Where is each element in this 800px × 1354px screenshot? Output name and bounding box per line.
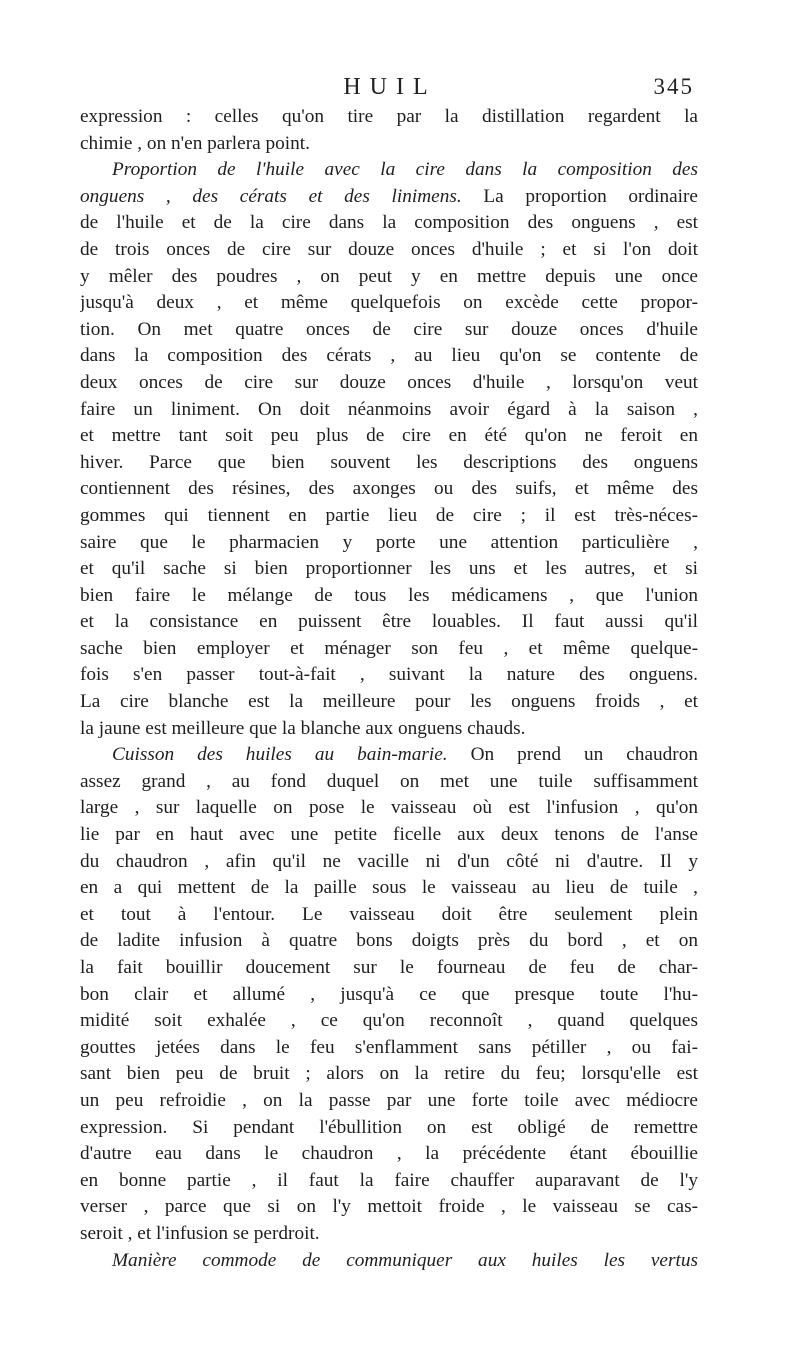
line-text: de trois onces de cire sur douze onces d'huile ; et si l'on doit [80, 238, 698, 260]
text-line [80, 1061, 698, 1088]
line-text: de ladite infusion à quatre bons doigts près du bord , et on [80, 930, 698, 952]
line-text: hiver. Parce que bien souvent les descriptions des onguens [80, 451, 698, 473]
line-text: contiennent des résines, des axonges ou des suifs, et même des [80, 478, 698, 500]
line-text: gouttes jetées dans le feu s'enflamment sans pétiller , ou fai- [80, 1036, 698, 1058]
line-text: bon clair et allumé , jusqu'à ce que presque toute l'hu- [80, 983, 698, 1005]
text-line [80, 157, 698, 184]
text-line [80, 742, 698, 769]
line-text: un peu refroidie , on la passe par une forte toile avec médiocre [80, 1089, 698, 1111]
text-line [80, 503, 698, 530]
text-line [80, 264, 698, 291]
line-text: et la consistance en puissent être louables. Il faut aussi qu'il [80, 611, 698, 633]
text-line [80, 982, 698, 1009]
body-text [80, 104, 698, 1274]
italic-heading-text: Manière commode de communiquer aux huiles les vertus [112, 1249, 698, 1271]
text-line [80, 184, 698, 211]
italic-heading-text: Cuisson des huiles au bain-marie. [112, 744, 448, 766]
line-text: large , sur laquelle on pose le vaisseau où est l'infusion , qu'on [80, 797, 698, 819]
text-line [80, 662, 698, 689]
text-line [80, 210, 698, 237]
line-text: saire que le pharmacien y porte une attention particulière , [80, 531, 698, 553]
italic-heading-text: onguens , des cérats et des linimens. [80, 185, 462, 207]
text-line [80, 556, 698, 583]
text-line [80, 1194, 698, 1221]
line-text: bien faire le mélange de tous les médicamens , que l'union [80, 584, 698, 606]
line-text: jusqu'à deux , et même quelquefois on excède cette propor- [80, 292, 698, 314]
line-text: faire un liniment. On doit néanmoins avoir égard à la saison , [80, 398, 698, 420]
text-line [80, 104, 698, 131]
text-line [80, 237, 698, 264]
line-text: lie par en haut avec une petite ficelle aux deux tenons de l'anse [80, 824, 698, 846]
text-line [80, 423, 698, 450]
text-line [80, 397, 698, 424]
text-line [80, 343, 698, 370]
text-line [80, 530, 698, 557]
line-text: d'autre eau dans le chaudron , la précédente étant ébouillie [80, 1143, 698, 1165]
line-text: en bonne partie , il faut la faire chauffer auparavant de l'y [80, 1169, 698, 1191]
line-text: On prend un chaudron [447, 744, 698, 766]
line-text: de l'huile et de la cire dans la composition des onguens , est [80, 212, 698, 234]
line-text: chimie , on n'en parlera point. [80, 132, 310, 154]
text-line [80, 609, 698, 636]
text-line [80, 131, 698, 158]
text-line [80, 689, 698, 716]
line-text: en a qui mettent de la paille sous le vaisseau au lieu de tuile , [80, 877, 698, 899]
text-line [80, 1221, 698, 1248]
text-line [80, 636, 698, 663]
running-title: HUIL [343, 74, 437, 100]
line-text: et qu'il sache si bien proportionner les uns et les autres, et si [80, 558, 698, 580]
text-line [80, 928, 698, 955]
text-line [80, 450, 698, 477]
line-text: gommes qui tiennent en partie lieu de cire ; il est très-néces- [80, 504, 698, 526]
line-text: sant bien peu de bruit ; alors on la retire du feu; lorsqu'elle est [80, 1063, 698, 1085]
line-text: verser , parce que si on l'y mettoit froide , le vaisseau se cas- [80, 1196, 698, 1218]
text-line [80, 955, 698, 982]
line-text: expression : celles qu'on tire par la distillation regardent la [80, 106, 698, 127]
line-text: la fait bouillir doucement sur le fourneau de feu de char- [80, 957, 698, 978]
line-text: la jaune est meilleure que la blanche aux onguens chauds. [80, 717, 526, 739]
text-line [80, 769, 698, 796]
line-text: deux onces de cire sur douze onces d'huile , lorsqu'on veut [80, 371, 698, 393]
text-line [80, 1248, 698, 1275]
line-text: fois s'en passer tout-à-fait , suivant la nature des onguens. [80, 664, 698, 686]
text-line [80, 875, 698, 902]
line-text: dans la composition des cérats , au lieu qu'on se contente de [80, 345, 698, 367]
text-line [80, 716, 698, 743]
italic-heading-text: Proportion de l'huile avec la cire dans la composition des [112, 159, 698, 181]
text-line [80, 902, 698, 929]
text-line [80, 317, 698, 344]
page-number: 345 [653, 74, 694, 99]
line-text: midité soit exhalée , ce qu'on reconnoît , quand quelques [80, 1010, 698, 1032]
text-line [80, 1168, 698, 1195]
line-text: et tout à l'entour. Le vaisseau doit être seulement plein [80, 903, 698, 925]
line-text: y mêler des poudres , on peut y en mettre depuis une once [80, 265, 698, 287]
text-line [80, 1141, 698, 1168]
line-text: assez grand , au fond duquel on met une tuile suffisamment [80, 770, 698, 792]
line-text: et mettre tant soit peu plus de cire en été qu'on ne feroit en [80, 425, 698, 447]
line-text: du chaudron , afin qu'il ne vacille ni d'un côté ni d'autre. Il y [80, 850, 698, 872]
line-text: sache bien employer et ménager son feu , et même quelque- [80, 637, 698, 659]
line-text: La cire blanche est la meilleure pour les onguens froids , et [80, 691, 698, 713]
text-line [80, 1088, 698, 1115]
line-text: seroit , et l'infusion se perdroit. [80, 1222, 320, 1244]
running-head [82, 70, 698, 104]
text-line [80, 822, 698, 849]
text-line [80, 370, 698, 397]
text-line [80, 849, 698, 876]
text-line [80, 1035, 698, 1062]
text-line [80, 1115, 698, 1142]
text-line [80, 1008, 698, 1035]
text-line [80, 290, 698, 317]
line-text: tion. On met quatre onces de cire sur douze onces d'huile [80, 318, 698, 340]
text-line [80, 476, 698, 503]
text-line [80, 583, 698, 610]
text-line [80, 795, 698, 822]
line-text: La proportion ordinaire [461, 185, 698, 207]
line-text: expression. Si pendant l'ébullition on est obligé de remettre [80, 1116, 698, 1138]
